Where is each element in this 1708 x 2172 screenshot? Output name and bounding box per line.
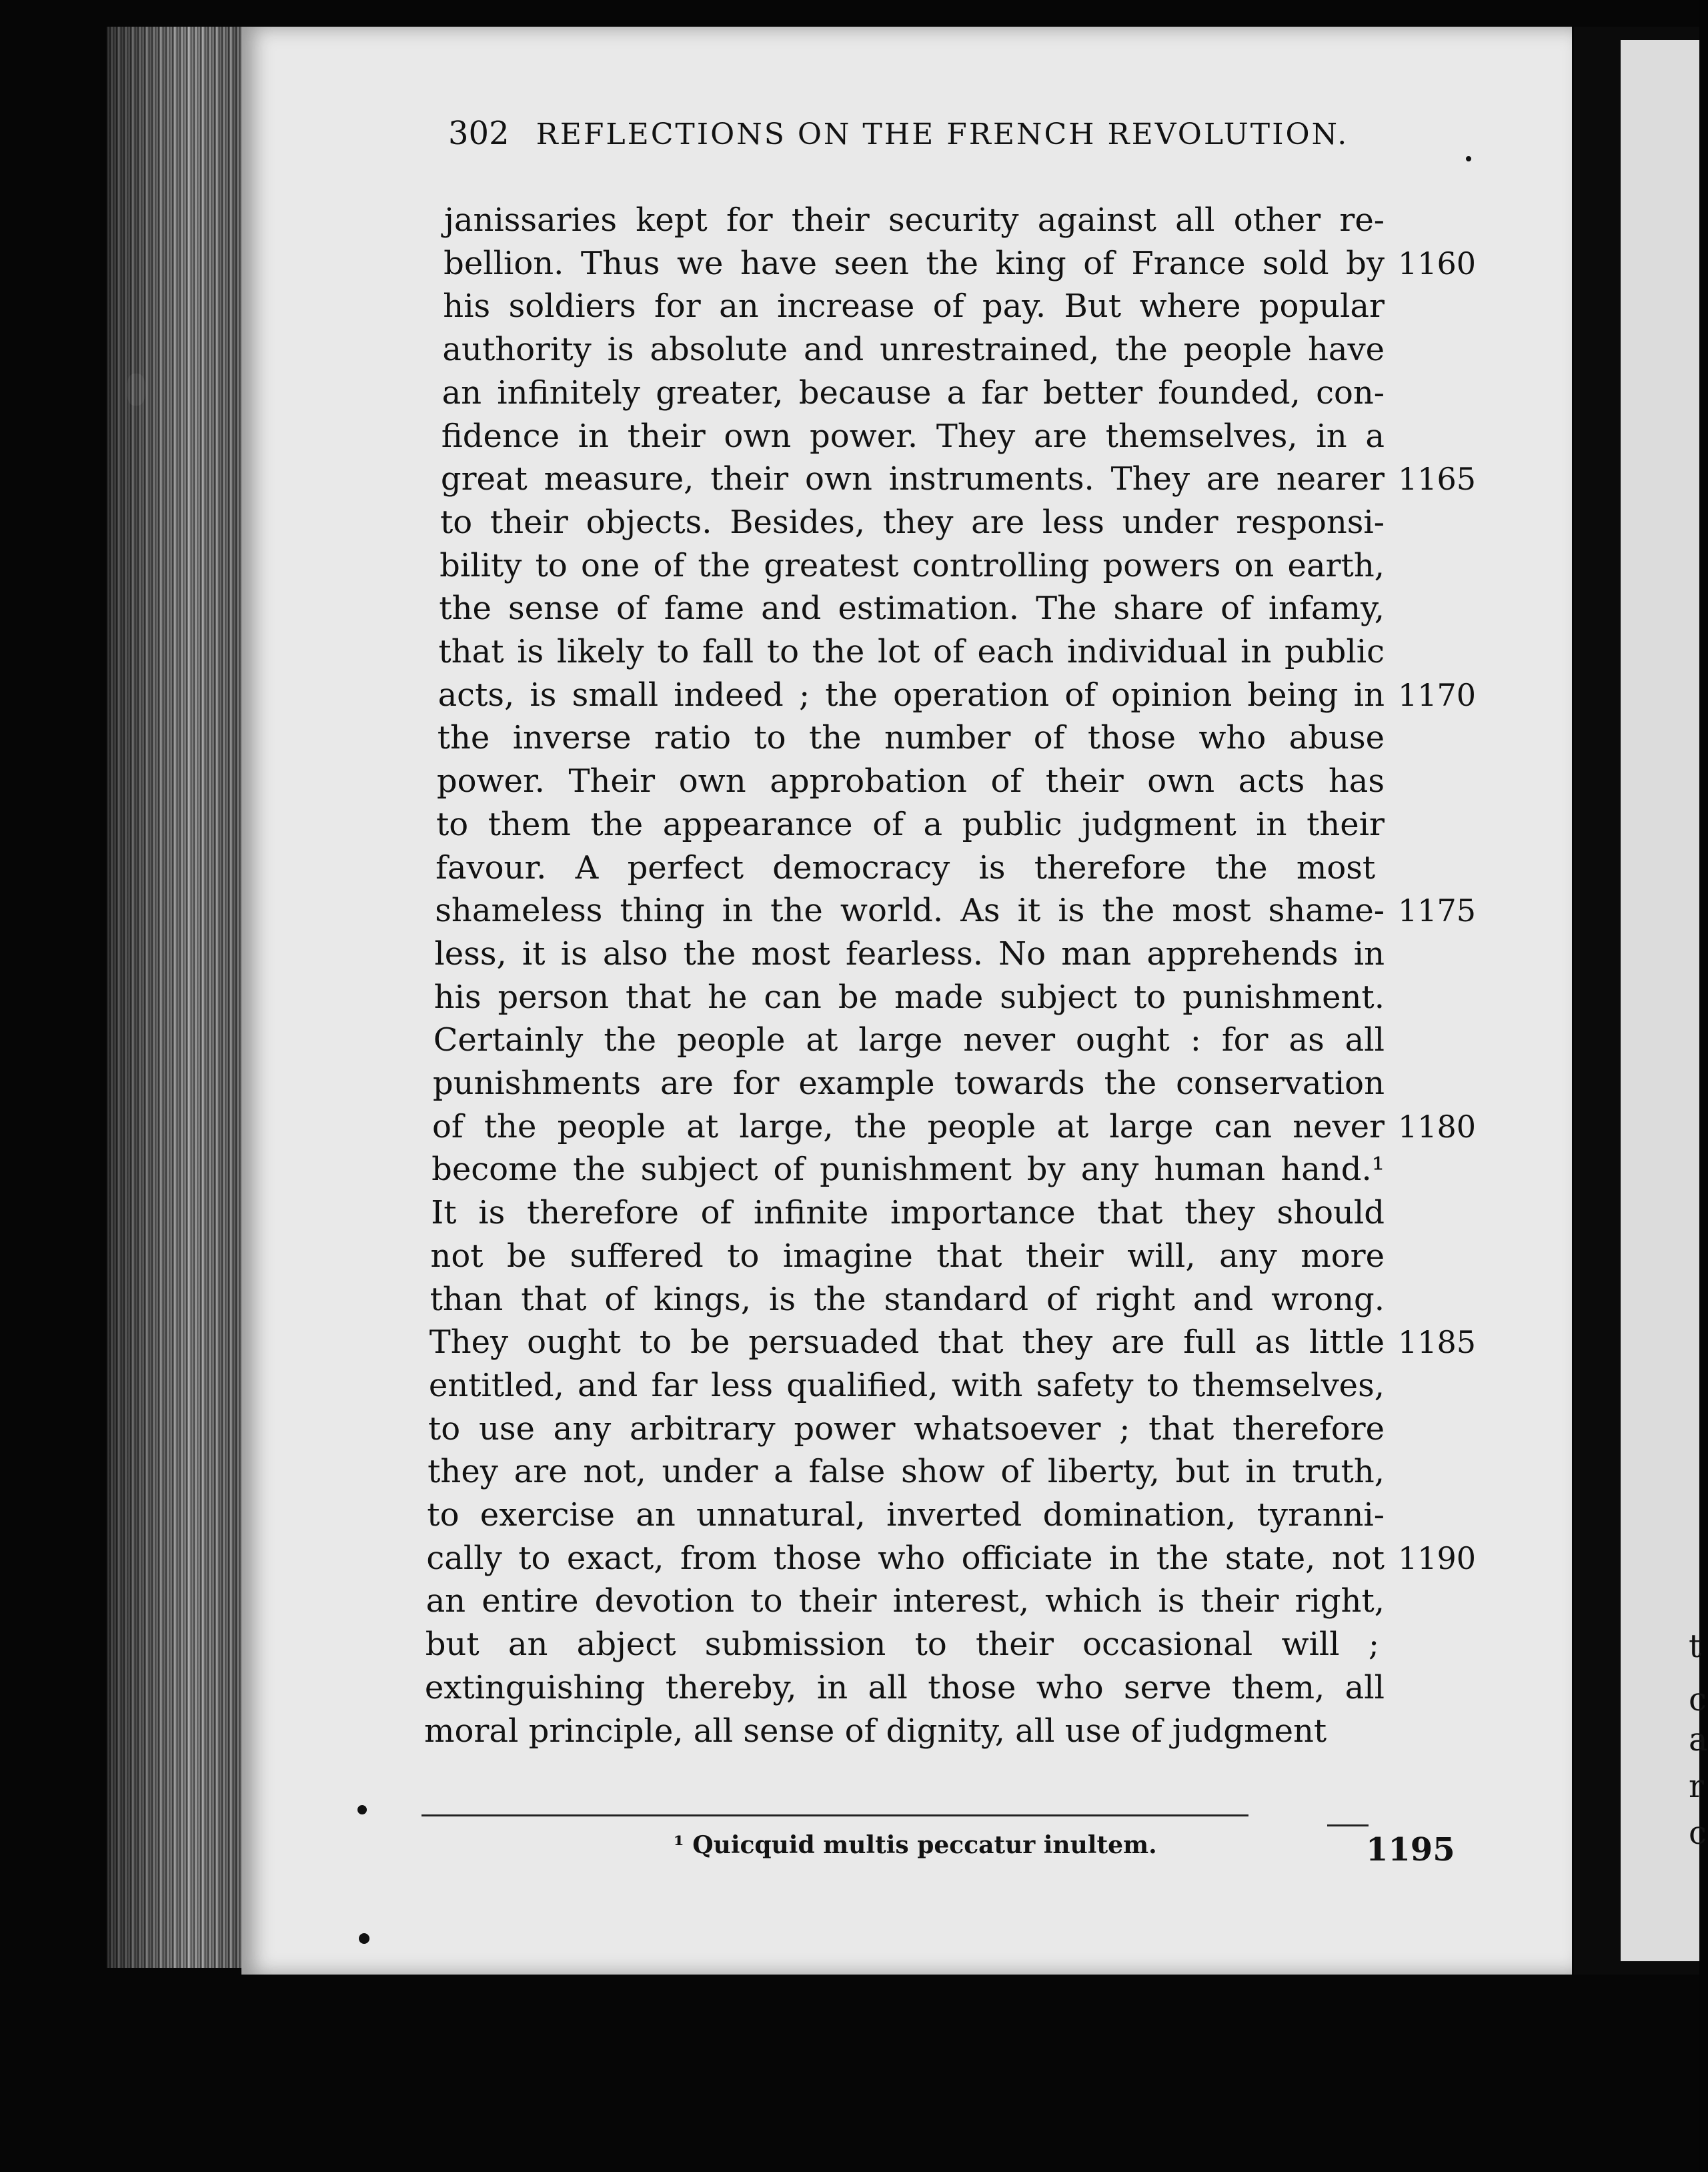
- body-line: they are not, under a false show of liberty, but in truth,: [428, 1453, 1385, 1491]
- body-line: bellion. Thus we have seen the king of France sold by: [444, 244, 1385, 282]
- line-number: 1190: [1398, 1540, 1477, 1576]
- body-line: janissaries kept for their security against all other re-: [444, 201, 1385, 239]
- footer-line-number: 1195: [1366, 1831, 1455, 1868]
- line-number: 1175: [1398, 893, 1477, 929]
- body-line: entitled, and far less qualified, with safety to themselves,: [428, 1366, 1385, 1404]
- right-page-glyph: c: [1689, 1681, 1707, 1718]
- body-line: his person that he can be made subject to punishment.: [434, 978, 1385, 1016]
- body-line: that is likely to fall to the lot of each individual in public: [438, 633, 1385, 670]
- body-line: but an abject submission to their occasional will ;: [425, 1626, 1380, 1664]
- binding-edge: [0, 0, 107, 2172]
- footnote: ¹ Quicquid multis peccatur inultem.: [674, 1831, 1157, 1859]
- body-line: his soldiers for an increase of pay. But where popular: [443, 288, 1385, 326]
- body-line: the inverse ratio to the number of those who abuse: [437, 719, 1385, 757]
- body-line: than that of kings, is the standard of right and wrong.: [430, 1280, 1385, 1318]
- body-line: less, it is also the most fearless. No man apprehends in: [434, 935, 1385, 973]
- body-line: to their objects. Besides, they are less under responsi-: [440, 503, 1385, 541]
- line-number: 1180: [1398, 1108, 1477, 1145]
- running-title: REFLECTIONS ON THE FRENCH REVOLUTION.: [536, 117, 1349, 151]
- body-line: an infinitely greater, because a far better founded, con-: [442, 374, 1385, 412]
- body-line: favour. A perfect democracy is therefore the most: [436, 849, 1376, 887]
- right-page-glyph: a: [1689, 1721, 1708, 1758]
- footer-dash: [1327, 1824, 1369, 1826]
- page-stack-edge: [107, 27, 247, 1968]
- body-line: an entire devotion to their interest, which is their right,: [425, 1582, 1385, 1620]
- body-line: the sense of fame and estimation. The share of infamy,: [439, 590, 1385, 628]
- body-line: fidence in their own power. They are themselves, in a: [441, 417, 1385, 455]
- body-line: great measure, their own instruments. They are nearer: [440, 460, 1385, 498]
- dust-speck: [359, 1933, 369, 1944]
- line-number: 1185: [1398, 1324, 1477, 1361]
- body-line: cally to exact, from those who officiate in the state, not: [426, 1539, 1385, 1577]
- body-line: not be suffered to imagine that their will, any more: [430, 1237, 1385, 1275]
- body-line: authority is absolute and unrestrained, the people have: [442, 331, 1385, 369]
- right-page-glyph: t: [1689, 1628, 1702, 1665]
- body-line: It is therefore of infinite importance that they should: [431, 1194, 1385, 1232]
- body-line: Certainly the people at large never ought : for as all: [433, 1021, 1385, 1059]
- dust-speck: [357, 1805, 367, 1814]
- body-line: They ought to be persuaded that they are full as little: [429, 1323, 1385, 1362]
- body-line: shameless thing in the world. As it is the most shame-: [435, 892, 1385, 930]
- line-number: 1160: [1398, 245, 1477, 282]
- dust-speck: [1466, 156, 1471, 161]
- body-line: to use any arbitrary power whatsoever ; that therefore: [428, 1410, 1385, 1448]
- right-facing-page: [1574, 27, 1702, 1975]
- body-line: become the subject of punishment by any human hand.¹: [432, 1151, 1385, 1189]
- body-line: to exercise an unnatural, inverted domination, tyranni-: [427, 1496, 1385, 1534]
- body-line: extinguishing thereby, in all those who serve them, all: [424, 1668, 1385, 1706]
- running-header: [448, 115, 1349, 152]
- body-line: acts, is small indeed ; the operation of opinion being in: [438, 676, 1385, 714]
- right-page-glyph: c: [1689, 1814, 1707, 1852]
- body-line: punishments are for example towards the conservation: [432, 1065, 1385, 1102]
- body-line: of the people at large, the people at large can never: [432, 1107, 1385, 1145]
- body-line: power. Their own approbation of their own acts has: [436, 762, 1385, 800]
- page-number: 302: [448, 115, 510, 152]
- right-page-glyph: r: [1689, 1768, 1704, 1805]
- line-number: 1165: [1398, 461, 1477, 498]
- body-line: to them the appearance of a public judgment in their: [436, 805, 1385, 843]
- body-line: moral principle, all sense of dignity, all use of judgment: [424, 1712, 1327, 1750]
- footnote-rule: [421, 1814, 1248, 1816]
- line-number: 1170: [1398, 676, 1477, 713]
- body-line: bility to one of the greatest controlling powers on earth,: [440, 546, 1385, 584]
